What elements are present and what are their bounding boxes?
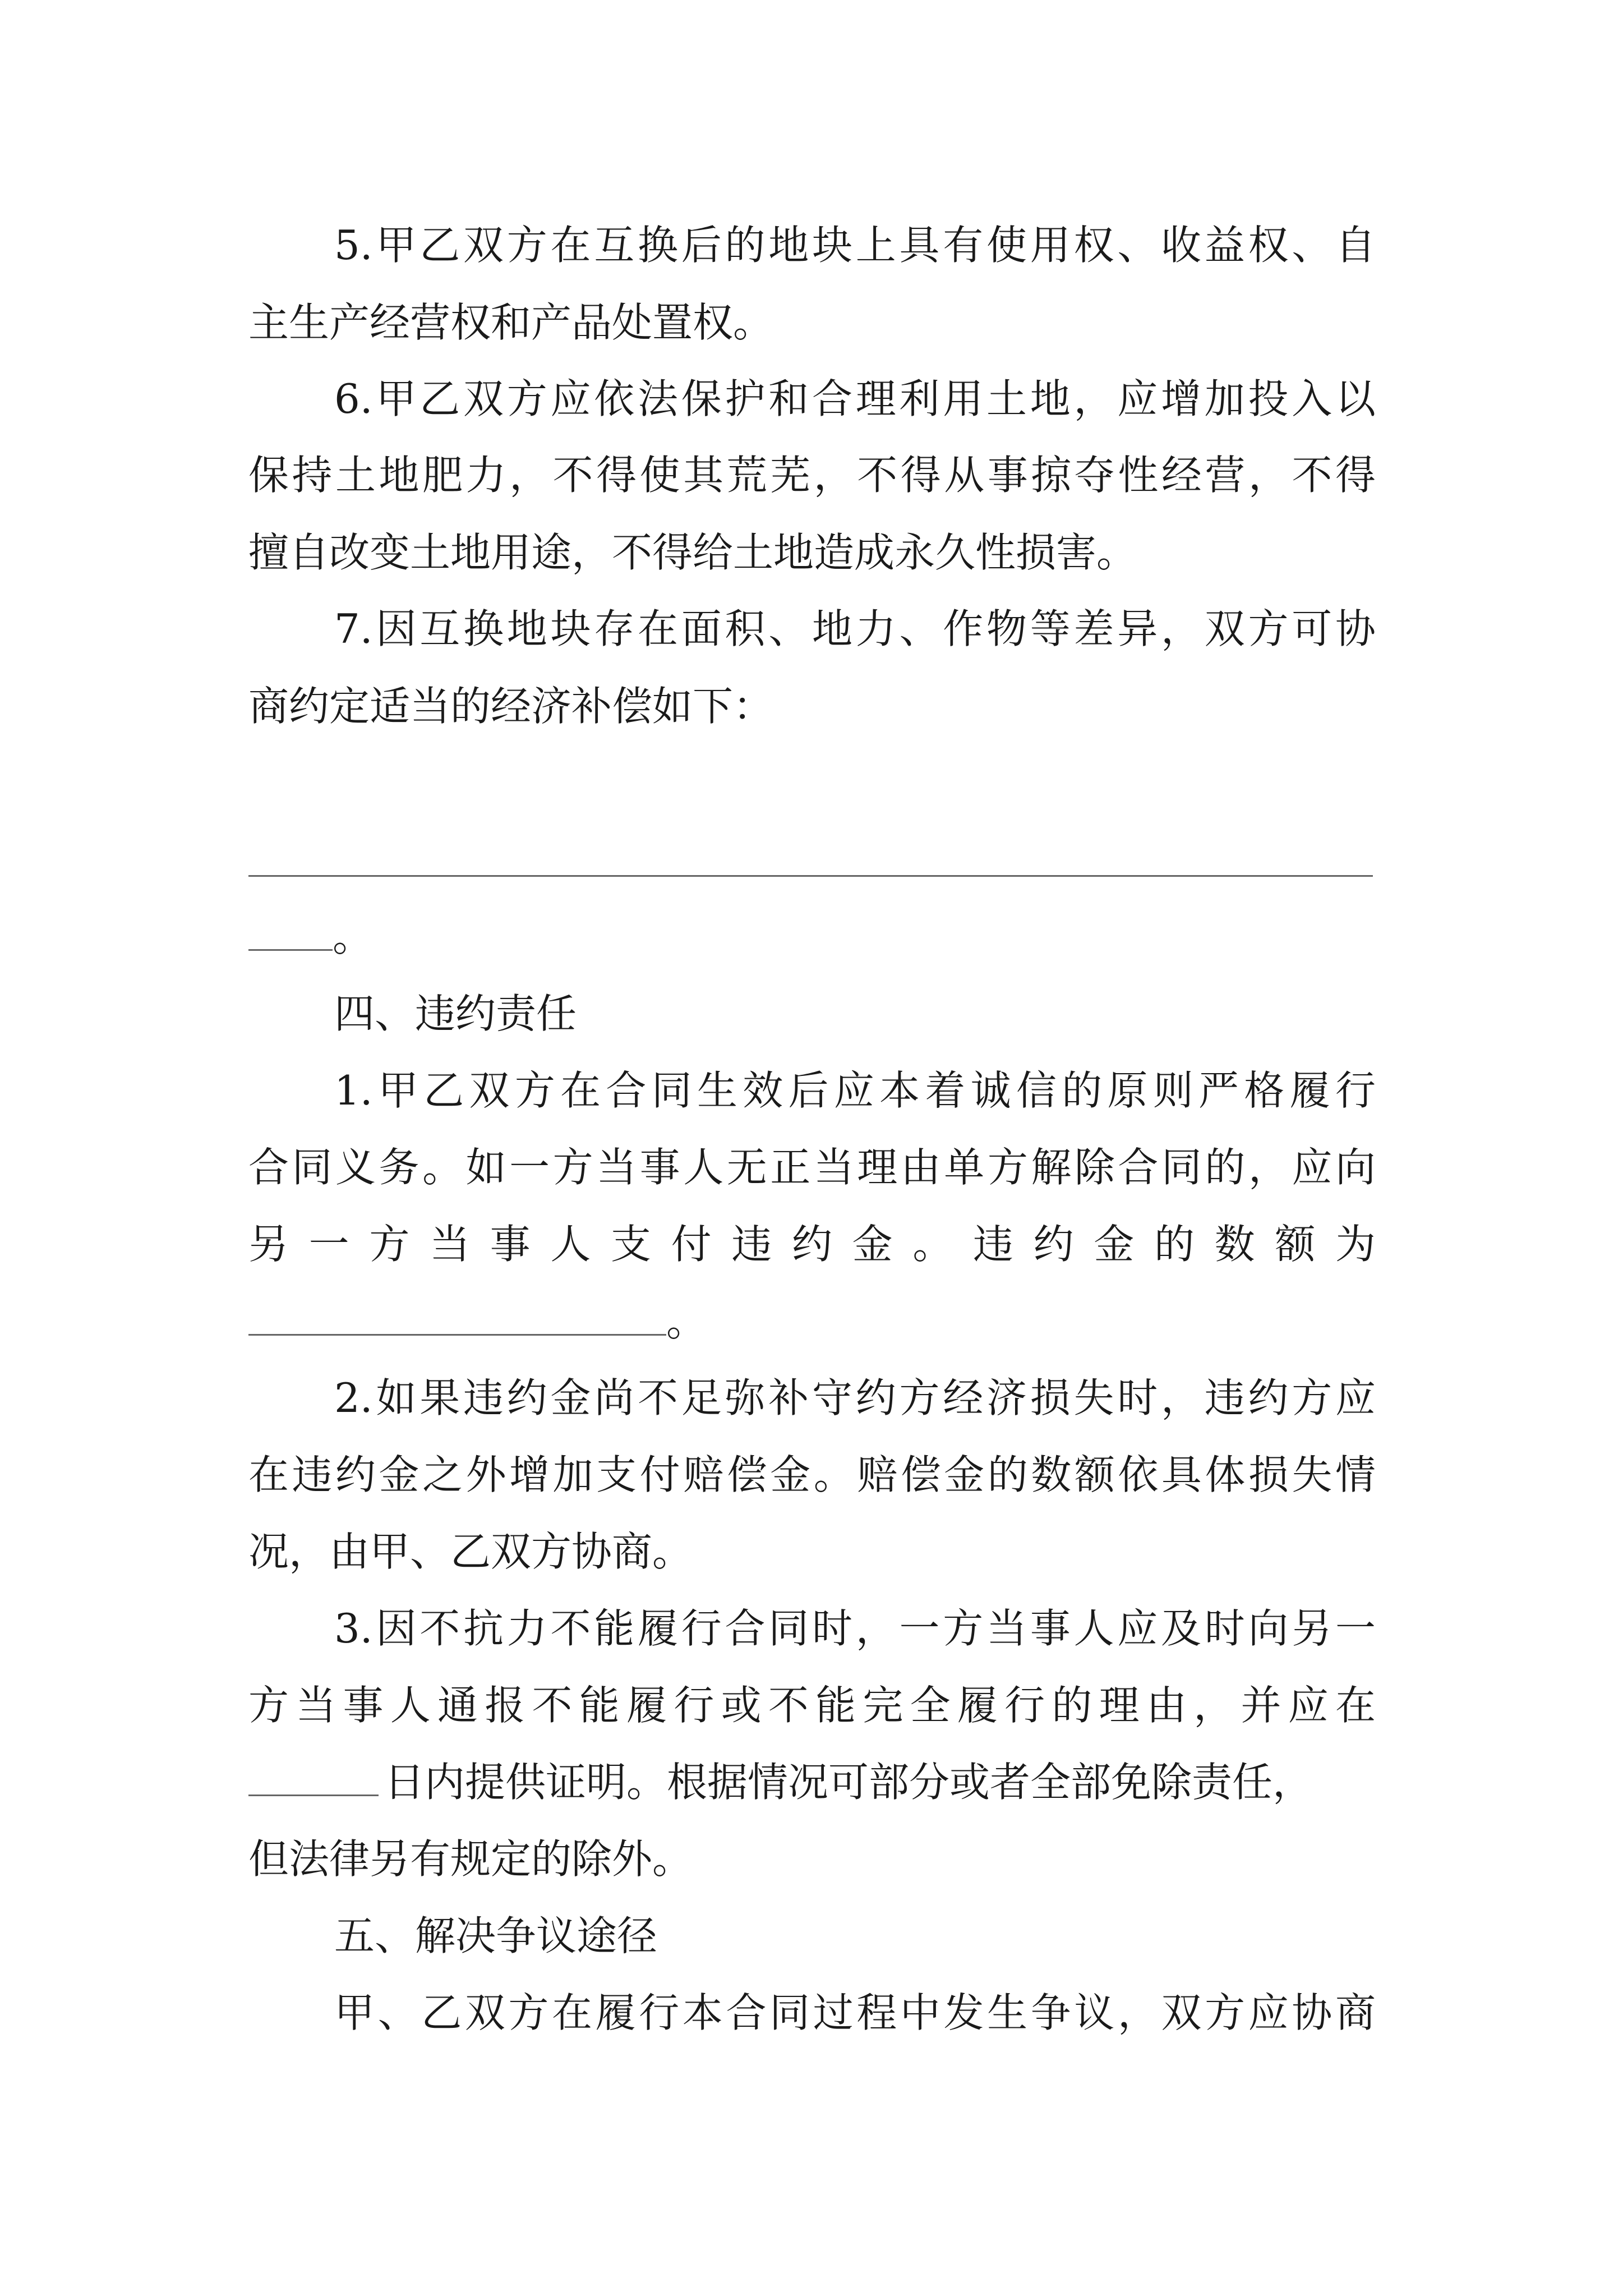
clause-6-line-1: 6.甲乙双方应依法保护和合理利用土地，应增加投入以 bbox=[334, 375, 1376, 422]
clause-5-line-2: 主生产经营权和产品处置权。 bbox=[248, 299, 774, 346]
breach-item-3-line-4: 但法律另有规定的除外。 bbox=[248, 1835, 693, 1883]
compensation-blank-tail bbox=[248, 914, 333, 951]
breach-item-3-line-2: 方当事人通报不能履行或不能完全履行的理由，并应在 bbox=[248, 1682, 1376, 1729]
compensation-blank-line bbox=[248, 875, 1373, 877]
breach-item-3-line-3 bbox=[248, 1754, 1376, 1810]
compensation-end-mark: 。 bbox=[333, 913, 374, 960]
breach-item-1-line-3: 另一方当事人支付违约金。违约金的数额为 bbox=[248, 1221, 1376, 1268]
breach-item-1-line-1: 1.甲乙双方在合同生效后应本着诚信的原则严格履行 bbox=[334, 1067, 1376, 1114]
clause-5-line-1: 5.甲乙双方在互换后的地块上具有使用权、收益权、自 bbox=[334, 222, 1376, 269]
clause-7-line-2: 商约定适当的经济补偿如下： bbox=[248, 683, 774, 730]
days-blank bbox=[248, 1760, 379, 1796]
breach-item-2-line-3: 况，由甲、乙双方协商。 bbox=[248, 1528, 693, 1575]
clause-6-line-2: 保持土地肥力，不得使其荒芜，不得从事掠夺性经营，不得 bbox=[248, 452, 1376, 499]
clause-7-line-1: 7.因互换地块存在面积、地力、作物等差异，双方可协 bbox=[334, 605, 1376, 652]
penalty-amount-blank bbox=[248, 1299, 666, 1336]
clause-6-line-3: 擅自改变土地用途，不得给土地造成永久性损害。 bbox=[248, 529, 1137, 576]
section-4-heading: 四、违约责任 bbox=[334, 990, 577, 1037]
section-5-line-1: 甲、乙双方在履行本合同过程中发生争议，双方应协商 bbox=[334, 1989, 1376, 2036]
compensation-blank-end bbox=[248, 909, 1376, 965]
breach-item-1-line-2: 合同义务。如一方当事人无正当理由单方解除合同的，应向 bbox=[248, 1144, 1376, 1191]
penalty-amount-line bbox=[248, 1294, 1376, 1350]
breach-item-2-line-1: 2.如果违约金尚不足弥补守约方经济损失时，违约方应 bbox=[334, 1374, 1376, 1421]
section-5-heading: 五、解决争议途径 bbox=[334, 1912, 658, 1959]
breach-item-2-line-2: 在违约金之外增加支付赔偿金。赔偿金的数额依具体损失情 bbox=[248, 1451, 1376, 1498]
breach-item-3-line-3-text: 日内提供证明。根据情况可部分或者全部免除责任， bbox=[384, 1759, 1313, 1806]
penalty-end-mark: 。 bbox=[666, 1298, 707, 1345]
breach-item-3-line-1: 3.因不抗力不能履行合同时，一方当事人应及时向另一 bbox=[334, 1605, 1376, 1652]
